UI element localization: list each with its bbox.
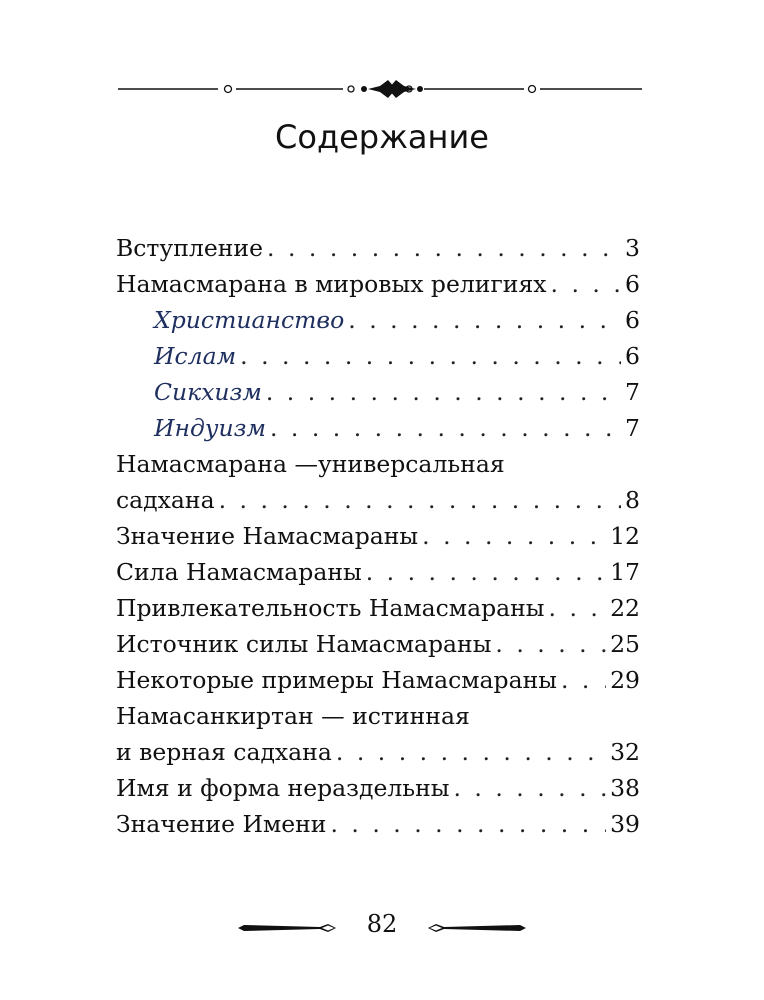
- toc-entry-label: Ислам: [154, 342, 237, 370]
- toc-entry-page: 6: [625, 270, 640, 298]
- toc-entry-page: 7: [625, 378, 640, 406]
- dot-leader: [453, 770, 606, 806]
- toc-entry-label: Христианство: [154, 306, 345, 334]
- toc-entry-page: 22: [610, 594, 640, 622]
- toc-entry-label: Вступление: [116, 234, 263, 262]
- toc-entry: [116, 518, 640, 554]
- toc-entry-page: 6: [625, 342, 640, 370]
- toc-entry-label: Сила Намасмараны: [116, 558, 362, 586]
- toc-subentry: [116, 338, 640, 374]
- toc-entry-label: садхана: [116, 486, 215, 514]
- page-title: Содержание: [275, 118, 489, 156]
- toc-entry-page: 32: [610, 738, 640, 766]
- toc-entry: [116, 734, 640, 770]
- toc-entry-label: Привлекательность Намасмараны: [116, 594, 545, 622]
- dot-leader: [366, 554, 606, 590]
- toc-entry: [116, 590, 640, 626]
- dot-leader: [240, 338, 621, 374]
- dot-leader: [336, 734, 606, 770]
- toc-entry-label: Некоторые примеры Намасмараны: [116, 666, 557, 694]
- dot-leader: [422, 518, 606, 554]
- toc-entry-page: 8: [625, 486, 640, 514]
- toc-entry: [116, 482, 640, 518]
- page-number: 82: [366, 910, 398, 938]
- toc-subentry: [116, 374, 640, 410]
- toc-entry-page: 25: [610, 630, 640, 658]
- toc-entry-label-line1: Намасмарана —универсальная: [116, 450, 505, 478]
- toc-subentry: [116, 302, 640, 338]
- page-footer: [236, 908, 528, 948]
- toc-entry: [116, 806, 640, 842]
- toc-entry-page: 12: [610, 522, 640, 550]
- toc-entry-label: Имя и форма нераздельны: [116, 774, 450, 802]
- toc-subentry: [116, 410, 640, 446]
- ornament-divider-icon: [118, 74, 642, 104]
- dot-leader: [561, 662, 606, 698]
- toc-entry-label: Намасмарана в мировых религиях: [116, 270, 547, 298]
- toc-entry-page: 7: [625, 414, 640, 442]
- toc-entry-page: 6: [625, 306, 640, 334]
- toc-entry: [116, 662, 640, 698]
- toc-entry-page: 38: [610, 774, 640, 802]
- dot-leader: [330, 806, 606, 842]
- toc-entry-label: Индуизм: [154, 414, 266, 442]
- dot-leader: [348, 302, 621, 338]
- toc-entry-label: Значение Имени: [116, 810, 327, 838]
- toc-entry-page: 17: [610, 558, 640, 586]
- toc-entry: [116, 230, 640, 266]
- arrow-ornament-right-icon: [418, 908, 528, 948]
- toc-entry: [116, 554, 640, 590]
- table-of-contents: [116, 230, 640, 842]
- toc-entry-page: 3: [625, 234, 640, 262]
- toc-entry: [116, 626, 640, 662]
- dot-leader: [495, 626, 606, 662]
- toc-entry-page: 29: [610, 666, 640, 694]
- dot-leader: [267, 230, 621, 266]
- toc-entry-label: Источник силы Намасмараны: [116, 630, 492, 658]
- dot-leader: [549, 590, 607, 626]
- toc-entry-label: Сикхизм: [154, 378, 262, 406]
- toc-entry-label: Значение Намасмараны: [116, 522, 419, 550]
- toc-entry: [116, 770, 640, 806]
- dot-leader: [266, 374, 621, 410]
- dot-leader: [270, 410, 621, 446]
- toc-entry-label-line1: Намасанкиртан — истинная: [116, 702, 470, 730]
- dot-leader: [219, 482, 621, 518]
- dot-leader: [551, 266, 622, 302]
- toc-entry-label: и верная садхана: [116, 738, 332, 766]
- toc-entry: [116, 266, 640, 302]
- toc-entry-page: 39: [610, 810, 640, 838]
